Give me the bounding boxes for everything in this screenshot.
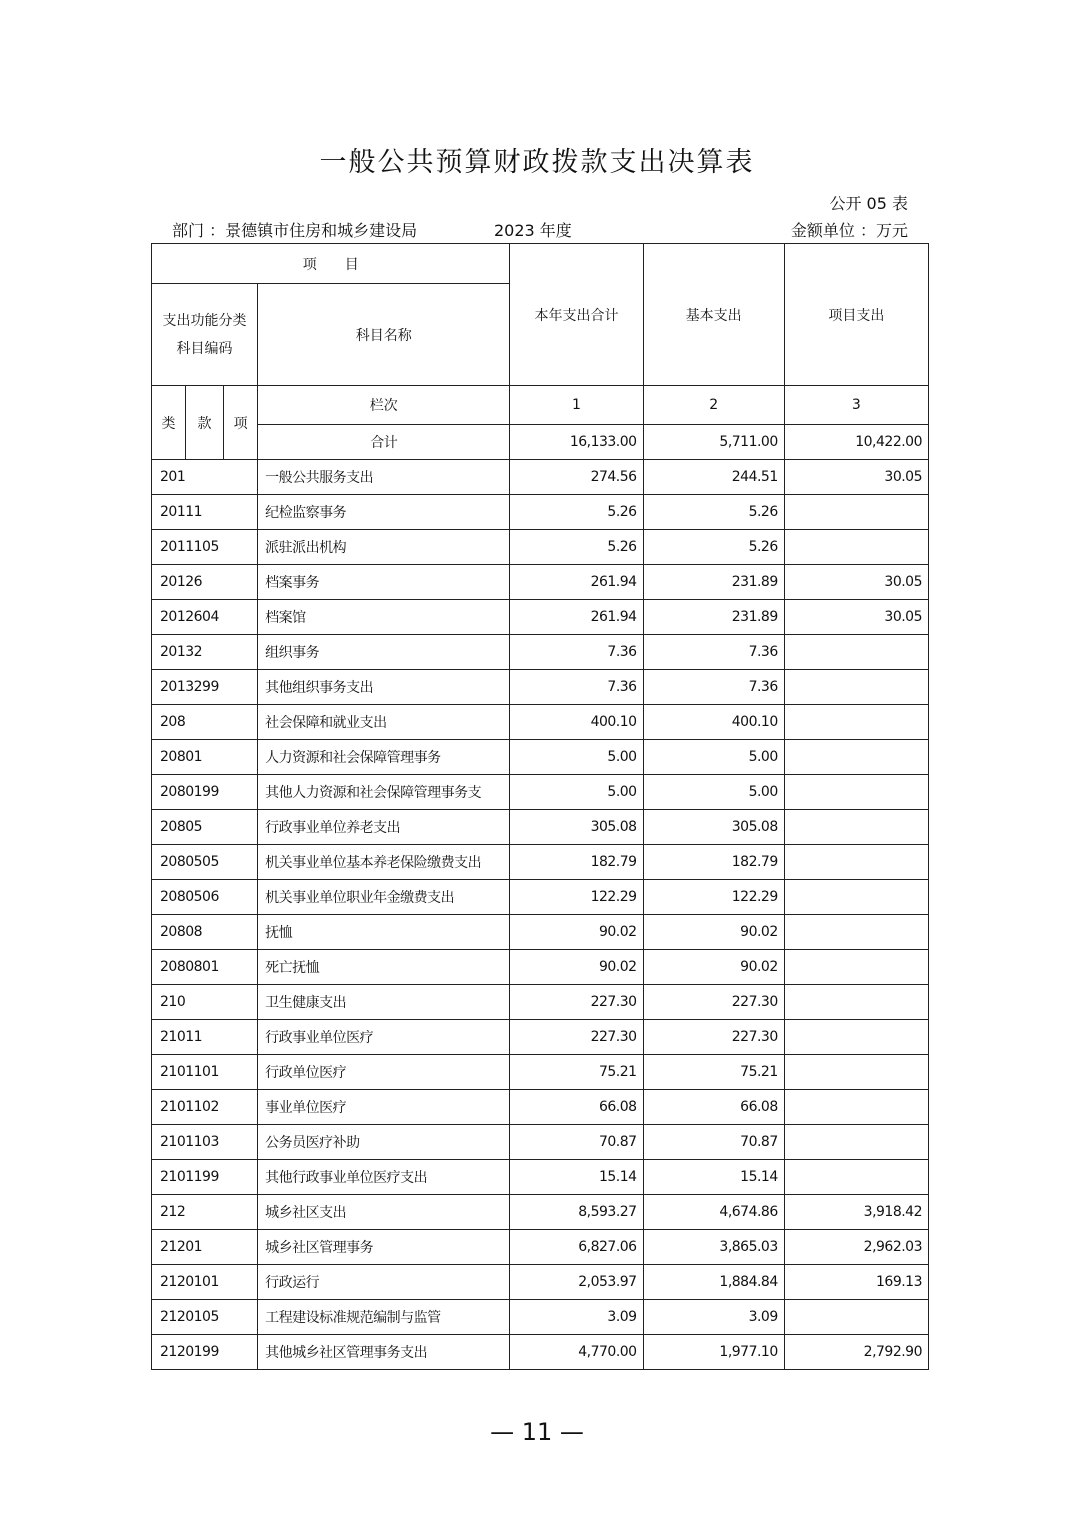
row-name: 城乡社区管理事务 <box>258 1230 510 1265</box>
table-row <box>152 1160 929 1195</box>
row-code: 2080505 <box>152 845 258 880</box>
table-row <box>152 950 929 985</box>
row-name: 行政单位医疗 <box>258 1055 510 1090</box>
table-row <box>152 1195 929 1230</box>
row-basic: 5.00 <box>643 775 784 810</box>
table-row <box>152 985 929 1020</box>
row-name: 机关事业单位职业年金缴费支出 <box>258 880 510 915</box>
row-total: 227.30 <box>510 985 643 1020</box>
seq-3: 3 <box>784 386 928 425</box>
row-basic: 305.08 <box>643 810 784 845</box>
code-label-header: 支出功能分类科目编码 <box>152 284 258 386</box>
row-project <box>784 1020 928 1055</box>
page-title: 一般公共预算财政拨款支出决算表 <box>319 147 755 178</box>
row-project <box>784 1160 928 1195</box>
table-row <box>152 1090 929 1125</box>
row-total: 70.87 <box>510 1125 643 1160</box>
row-code: 2080199 <box>152 775 258 810</box>
row-name: 人力资源和社会保障管理事务 <box>258 740 510 775</box>
row-project <box>784 845 928 880</box>
expenditure-table <box>151 243 929 1370</box>
row-name: 抚恤 <box>258 915 510 950</box>
page-number: — 11 — <box>490 1418 584 1446</box>
row-name: 行政事业单位医疗 <box>258 1020 510 1055</box>
table-body <box>152 460 929 1370</box>
row-total: 5.26 <box>510 495 643 530</box>
row-total: 4,770.00 <box>510 1335 643 1370</box>
table-row <box>152 1020 929 1055</box>
row-basic: 90.02 <box>643 950 784 985</box>
department-label: 部门 ：景德镇市住房和城乡建设局 <box>172 221 418 240</box>
row-code: 20801 <box>152 740 258 775</box>
row-total: 90.02 <box>510 950 643 985</box>
row-basic: 400.10 <box>643 705 784 740</box>
row-project: 2,792.90 <box>784 1335 928 1370</box>
row-project <box>784 740 928 775</box>
row-basic: 66.08 <box>643 1090 784 1125</box>
row-name: 其他组织事务支出 <box>258 670 510 705</box>
row-name: 其他人力资源和社会保障管理事务支 <box>258 775 510 810</box>
row-basic: 15.14 <box>643 1160 784 1195</box>
row-project: 3,918.42 <box>784 1195 928 1230</box>
row-project <box>784 775 928 810</box>
col-project-header: 项目支出 <box>784 244 928 386</box>
row-total: 90.02 <box>510 915 643 950</box>
row-name: 派驻派出机构 <box>258 530 510 565</box>
row-project <box>784 530 928 565</box>
row-project <box>784 635 928 670</box>
row-total: 400.10 <box>510 705 643 740</box>
table-row <box>152 845 929 880</box>
table-row <box>152 740 929 775</box>
row-total: 15.14 <box>510 1160 643 1195</box>
row-code: 21201 <box>152 1230 258 1265</box>
row-project: 30.05 <box>784 460 928 495</box>
table-header <box>152 244 929 460</box>
row-basic: 182.79 <box>643 845 784 880</box>
row-total: 75.21 <box>510 1055 643 1090</box>
table-row <box>152 495 929 530</box>
row-name: 档案馆 <box>258 600 510 635</box>
row-total: 5.00 <box>510 775 643 810</box>
item-level-header: 项 <box>224 386 258 460</box>
row-total: 227.30 <box>510 1020 643 1055</box>
sum-project: 10,422.00 <box>784 425 928 460</box>
fiscal-year: 2023 年度 <box>494 221 572 240</box>
row-basic: 75.21 <box>643 1055 784 1090</box>
table-row <box>152 670 929 705</box>
category-header: 类 <box>152 386 186 460</box>
row-project: 30.05 <box>784 600 928 635</box>
row-project <box>784 950 928 985</box>
row-total: 7.36 <box>510 635 643 670</box>
row-code: 2013299 <box>152 670 258 705</box>
row-name: 档案事务 <box>258 565 510 600</box>
row-total: 6,827.06 <box>510 1230 643 1265</box>
col-total-header: 本年支出合计 <box>510 244 643 386</box>
row-basic: 1,977.10 <box>643 1335 784 1370</box>
row-basic: 90.02 <box>643 915 784 950</box>
row-project <box>784 1125 928 1160</box>
row-name: 公务员医疗补助 <box>258 1125 510 1160</box>
row-basic: 3.09 <box>643 1300 784 1335</box>
row-name: 机关事业单位基本养老保险缴费支出 <box>258 845 510 880</box>
row-total: 122.29 <box>510 880 643 915</box>
row-total: 305.08 <box>510 810 643 845</box>
sum-label: 合计 <box>258 425 510 460</box>
row-total: 5.00 <box>510 740 643 775</box>
table-row <box>152 880 929 915</box>
row-basic: 7.36 <box>643 670 784 705</box>
row-project <box>784 880 928 915</box>
row-basic: 7.36 <box>643 635 784 670</box>
row-code: 20132 <box>152 635 258 670</box>
form-number: 公开 05 表 <box>829 194 908 213</box>
row-total: 3.09 <box>510 1300 643 1335</box>
row-name: 其他行政事业单位医疗支出 <box>258 1160 510 1195</box>
row-code: 2012604 <box>152 600 258 635</box>
section-header: 款 <box>186 386 224 460</box>
table-row <box>152 600 929 635</box>
table-row <box>152 810 929 845</box>
row-project: 169.13 <box>784 1265 928 1300</box>
row-code: 21011 <box>152 1020 258 1055</box>
table-row <box>152 1055 929 1090</box>
row-name: 城乡社区支出 <box>258 1195 510 1230</box>
row-code: 2101103 <box>152 1125 258 1160</box>
row-code: 2080801 <box>152 950 258 985</box>
name-label-header: 科目名称 <box>258 284 510 386</box>
row-project <box>784 810 928 845</box>
row-code: 2120199 <box>152 1335 258 1370</box>
row-total: 274.56 <box>510 460 643 495</box>
row-project <box>784 915 928 950</box>
row-code: 210 <box>152 985 258 1020</box>
table-row <box>152 460 929 495</box>
row-basic: 5.00 <box>643 740 784 775</box>
row-name: 行政运行 <box>258 1265 510 1300</box>
row-basic: 1,884.84 <box>643 1265 784 1300</box>
row-total: 2,053.97 <box>510 1265 643 1300</box>
meta-row <box>172 218 908 242</box>
row-name: 社会保障和就业支出 <box>258 705 510 740</box>
table-row <box>152 1265 929 1300</box>
row-name: 组织事务 <box>258 635 510 670</box>
table-row <box>152 635 929 670</box>
row-name: 工程建设标准规范编制与监管 <box>258 1300 510 1335</box>
row-code: 208 <box>152 705 258 740</box>
table-row <box>152 530 929 565</box>
row-project: 30.05 <box>784 565 928 600</box>
row-project <box>784 1055 928 1090</box>
row-name: 事业单位医疗 <box>258 1090 510 1125</box>
row-basic: 227.30 <box>643 985 784 1020</box>
row-total: 66.08 <box>510 1090 643 1125</box>
row-code: 2101199 <box>152 1160 258 1195</box>
row-project <box>784 705 928 740</box>
row-basic: 231.89 <box>643 600 784 635</box>
row-basic: 4,674.86 <box>643 1195 784 1230</box>
row-project <box>784 1300 928 1335</box>
row-basic: 5.26 <box>643 495 784 530</box>
row-code: 212 <box>152 1195 258 1230</box>
row-name: 纪检监察事务 <box>258 495 510 530</box>
seq-1: 1 <box>510 386 643 425</box>
row-project: 2,962.03 <box>784 1230 928 1265</box>
row-project <box>784 985 928 1020</box>
sum-total: 16,133.00 <box>510 425 643 460</box>
row-code: 20805 <box>152 810 258 845</box>
row-code: 2101101 <box>152 1055 258 1090</box>
amount-unit: 金额单位 ：万元 <box>790 221 908 240</box>
seq-2: 2 <box>643 386 784 425</box>
row-total: 8,593.27 <box>510 1195 643 1230</box>
row-name: 卫生健康支出 <box>258 985 510 1020</box>
row-total: 261.94 <box>510 600 643 635</box>
row-basic: 70.87 <box>643 1125 784 1160</box>
row-basic: 227.30 <box>643 1020 784 1055</box>
row-name: 一般公共服务支出 <box>258 460 510 495</box>
sum-basic: 5,711.00 <box>643 425 784 460</box>
row-total: 5.26 <box>510 530 643 565</box>
row-code: 20111 <box>152 495 258 530</box>
table-row <box>152 915 929 950</box>
table-row <box>152 565 929 600</box>
table-row <box>152 1125 929 1160</box>
row-name: 其他城乡社区管理事务支出 <box>258 1335 510 1370</box>
row-basic: 122.29 <box>643 880 784 915</box>
row-code: 2011105 <box>152 530 258 565</box>
row-code: 201 <box>152 460 258 495</box>
table-row <box>152 775 929 810</box>
row-total: 7.36 <box>510 670 643 705</box>
row-code: 2120101 <box>152 1265 258 1300</box>
row-code: 2101102 <box>152 1090 258 1125</box>
row-total: 182.79 <box>510 845 643 880</box>
table-row <box>152 1335 929 1370</box>
row-basic: 5.26 <box>643 530 784 565</box>
row-name: 行政事业单位养老支出 <box>258 810 510 845</box>
row-total: 261.94 <box>510 565 643 600</box>
row-code: 20808 <box>152 915 258 950</box>
row-code: 2080506 <box>152 880 258 915</box>
row-project <box>784 670 928 705</box>
row-basic: 244.51 <box>643 460 784 495</box>
col-basic-header: 基本支出 <box>643 244 784 386</box>
item-header: 项 目 <box>152 244 510 284</box>
table-row <box>152 1230 929 1265</box>
table-row <box>152 705 929 740</box>
row-name: 死亡抚恤 <box>258 950 510 985</box>
row-code: 2120105 <box>152 1300 258 1335</box>
seq-label: 栏次 <box>258 386 510 425</box>
row-project <box>784 1090 928 1125</box>
row-basic: 231.89 <box>643 565 784 600</box>
row-basic: 3,865.03 <box>643 1230 784 1265</box>
row-project <box>784 495 928 530</box>
row-code: 20126 <box>152 565 258 600</box>
table-row <box>152 1300 929 1335</box>
